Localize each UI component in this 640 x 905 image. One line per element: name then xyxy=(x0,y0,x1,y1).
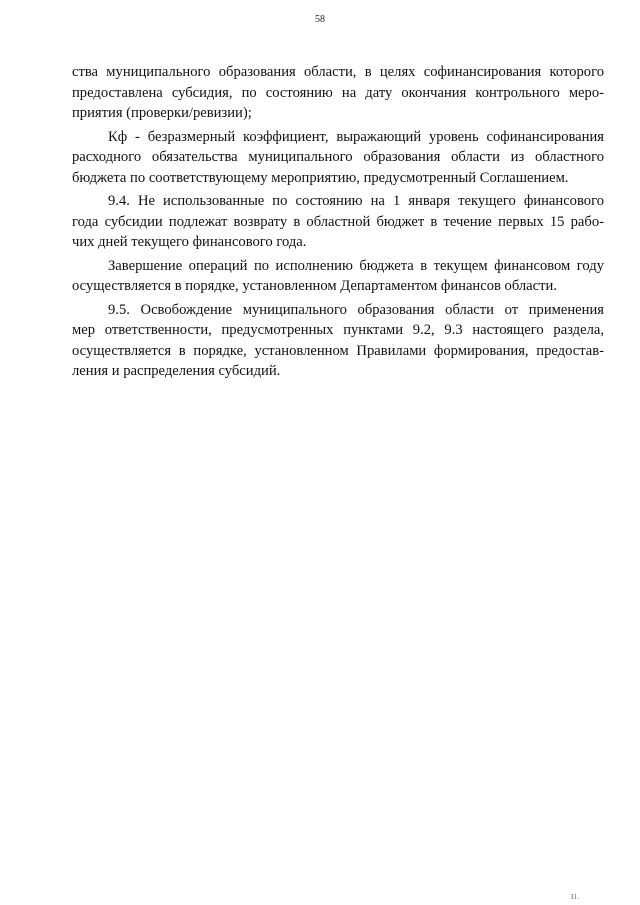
text-line: года субсидии подлежат возврату в областной бюджет в течение первых 15 рабо- xyxy=(72,213,604,230)
text-line: осуществляется в порядке, установленном Правилами формирования, предостав- xyxy=(72,342,604,359)
text-line: предоставлена субсидия, по состоянию на дату окончания контрольного меро- xyxy=(72,84,604,101)
body-text xyxy=(72,62,604,382)
text-line: ления и распределения субсидий. xyxy=(72,363,281,379)
paragraph-9-4 xyxy=(72,191,604,253)
text-line: приятия (проверки/ревизии); xyxy=(72,105,252,121)
paragraph-continuation xyxy=(72,62,604,124)
text-line: расходного обязательства муниципального образования области из областного xyxy=(72,149,604,165)
paragraph-kf-definition xyxy=(72,127,604,189)
text-line: Завершение операций по исполнению бюджета в текущем финансовом году xyxy=(108,257,604,274)
text-line: мер ответственности, предусмотренных пунктами 9.2, 9.3 настоящего раздела, xyxy=(72,322,604,338)
text-line: чих дней текущего финансового года. xyxy=(72,234,307,250)
corner-mark: Il. xyxy=(570,893,580,901)
text-line: ства муниципального образования области, в целях софинансирования которого xyxy=(72,64,604,80)
text-line: осуществляется в порядке, установленном Департаментом финансов области. xyxy=(72,278,557,294)
text-line: Кф - безразмерный коэффициент, выражающий уровень софинансирования xyxy=(108,128,604,145)
text-line: 9.4. Не использованные по состоянию на 1 января текущего финансового xyxy=(108,193,604,209)
text-line: 9.5. Освобождение муниципального образования области от применения xyxy=(108,301,604,318)
paragraph-9-5 xyxy=(72,300,604,382)
text-line: бюджета по соответствующему мероприятию, предусмотренный Соглашением. xyxy=(72,169,569,186)
paragraph-budget-completion xyxy=(72,256,604,297)
page-number: 58 xyxy=(315,14,325,25)
